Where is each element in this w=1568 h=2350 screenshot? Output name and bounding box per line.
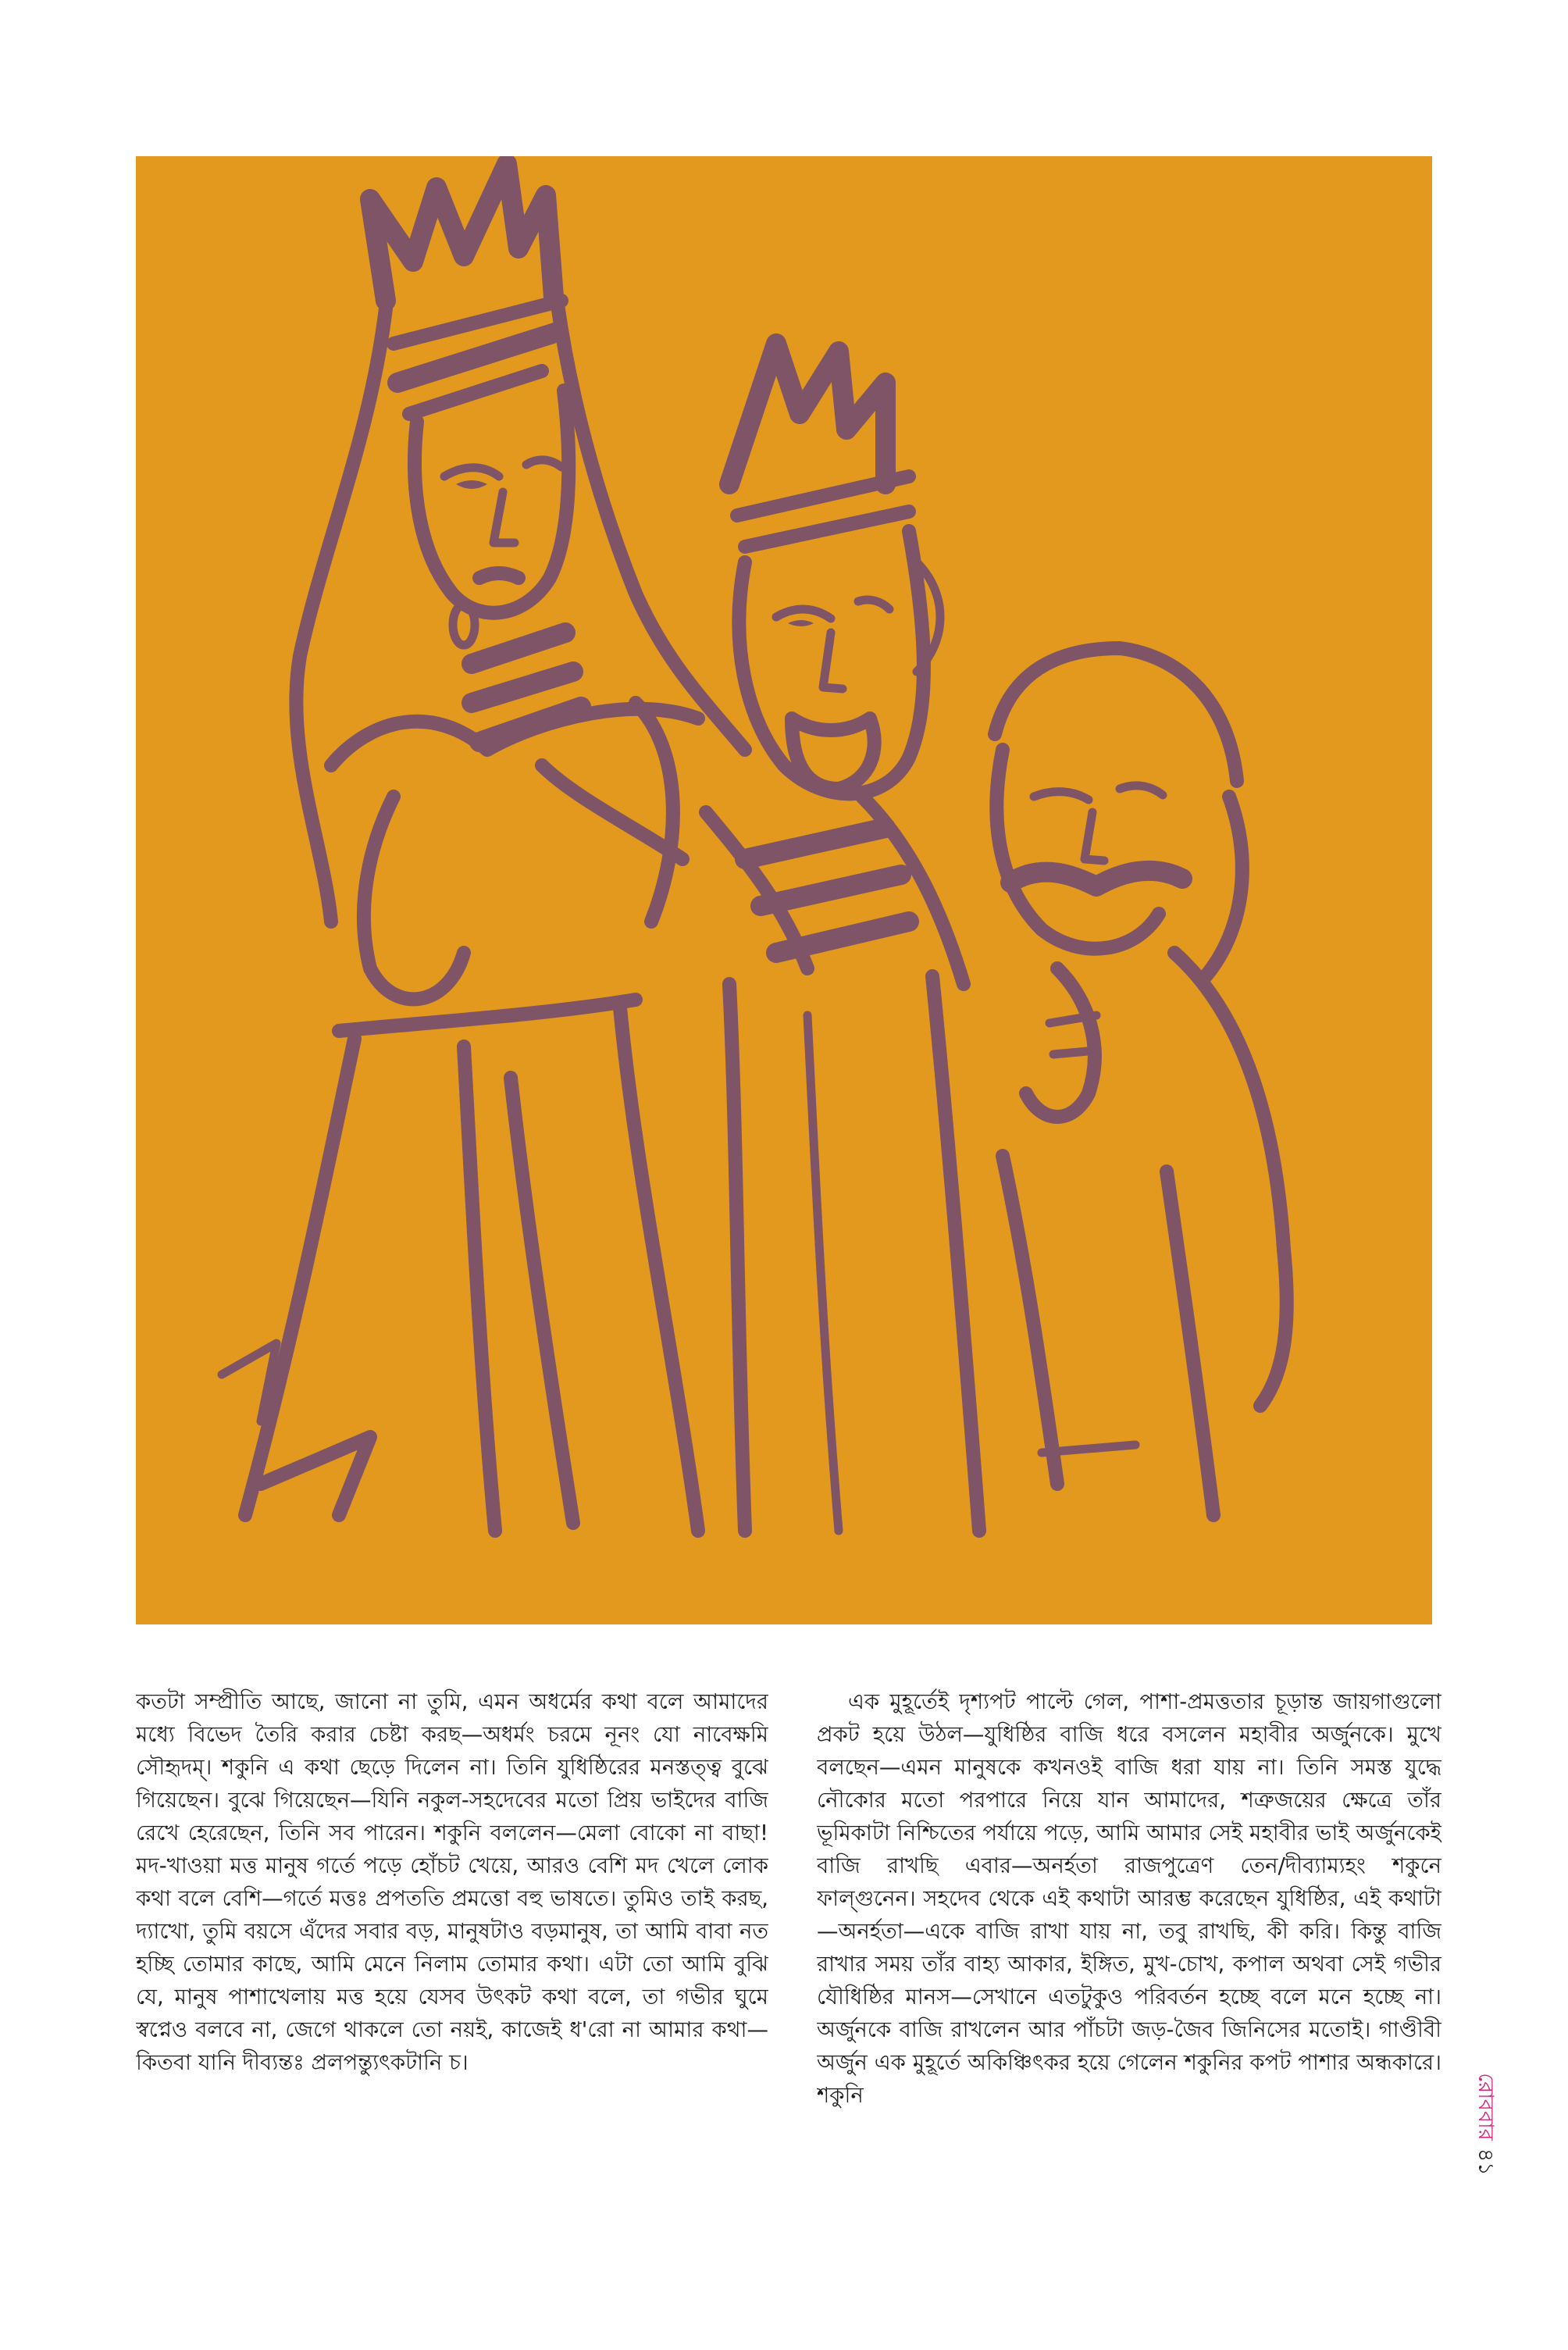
page-number: ৪১	[1474, 2148, 1498, 2176]
king-crown	[729, 344, 886, 484]
queen-veil-right	[558, 305, 745, 750]
page-folio	[1462, 2031, 1509, 2218]
crowned-figures-icon	[136, 156, 1432, 1624]
article-column-left	[136, 1685, 768, 2209]
illustration	[136, 156, 1432, 1624]
king-face	[739, 531, 924, 793]
article-paragraph: কতটা সম্প্রীতি আছে, জানো না তুমি, এমন অধর্মের কথা বলে আমাদের মধ্যে বিভেদ তৈরি করার চেষ্টা করছ—অধর্মং চরমে নূনং যো নাবেক্ষমি সৌহৃদম্। শকুনি এ কথা ছেড়ে দিলেন না। তিনি যুধিষ্ঠিরের মনস্তত্ত্ব বুঝে গিয়েছেন। বুঝে গিয়েছেন—যিনি নকুল-সহদেবের মতো প্রিয় ভাইদের বাজি রেখে হেরেছেন, তিনি সব পারেন। শকুনি বললেন—মেলা বোকো না বাছা! মদ-খাওয়া মত্ত মানুষ গর্তে পড়ে হোঁচট খেয়ে, আরও বেশি মদ খেলে লোক কথা বলে বেশি—গর্তে মত্তঃ প্রপততি প্রমত্তো বহু ভাষতে। তুমিও তাই করছ, দ্যাখো, তুমি বয়সে এঁদের সবার বড়, মানুষটাও বড়মানুষ, তা আমি বাবা নত হচ্ছি তোমার কাছে, আমি মেনে নিলাম তোমার কথা। এটা তো আমি বুঝি যে, মানুষ পাশাখেলায় মত্ত হয়ে যেসব উৎকট কথা বলে, তা গভীর ঘুমে স্বপ্নেও বলবে না, জেগে থাকলে তো নয়ই, কাজেই ধ'রো না আমার কথা—কিতবা যানি দীব্যন্তঃ প্রলপন্ত্যুৎকটানি চ।	[136, 1689, 768, 2075]
article-column-right	[817, 1685, 1441, 2209]
queen-crown	[370, 164, 554, 301]
third-figure-head	[995, 648, 1237, 781]
publication-name: রোববার	[1474, 2073, 1498, 2141]
third-figure-moustache	[1010, 871, 1182, 886]
article-paragraph: এক মুহূর্তেই দৃশ্যপট পাল্টে গেল, পাশা-প্রমত্ততার চূড়ান্ত জায়গাগুলো প্রকট হয়ে উঠল—যুধিষ্ঠির বাজি ধরে বসলেন মহাবীর অর্জুনকে। মুখে বলছেন—এমন মানুষকে কখনওই বাজি ধরা যায় না। তিনি সমস্ত যুদ্ধে নৌকোর মতো পরপারে নিয়ে যান আমাদের, শত্রুজয়ের ক্ষেত্রে তাঁর ভূমিকাটা নিশ্চিতের পর্যায়ে পড়ে, আমি আমার সেই মহাবীর ভাই অর্জুনকেই বাজি রাখছি এবার—অনর্হতা রাজপুত্রেণ তেন/দীব্যাম্যহং শকুনে ফাল্গুনেন। সহদেব থেকে এই কথাটা আরম্ভ করেছেন যুধিষ্ঠির, এই কথাটা—অনর্হতা—একে বাজি রাখা যায় না, তবু রাখছি, কী করি। কিন্তু বাজি রাখার সময় তাঁর বাহ্য আকার, ইঙ্গিত, মুখ-চোখ, কপাল অথবা সেই গভীর যৌধিষ্ঠির মানস—সেখানে এতটুকুও পরিবর্তন হচ্ছে বলে মনে হচ্ছে না। অর্জুনকে বাজি রাখলেন আর পাঁচটা জড়-জৈব জিনিসের মতোই। গাণ্ডীবী অর্জুন এক মুহূর্তে অকিঞ্চিৎকর হয়ে গেলেন শকুনির কপট পাশার অন্ধকারে। শকুনি	[817, 1689, 1441, 2108]
